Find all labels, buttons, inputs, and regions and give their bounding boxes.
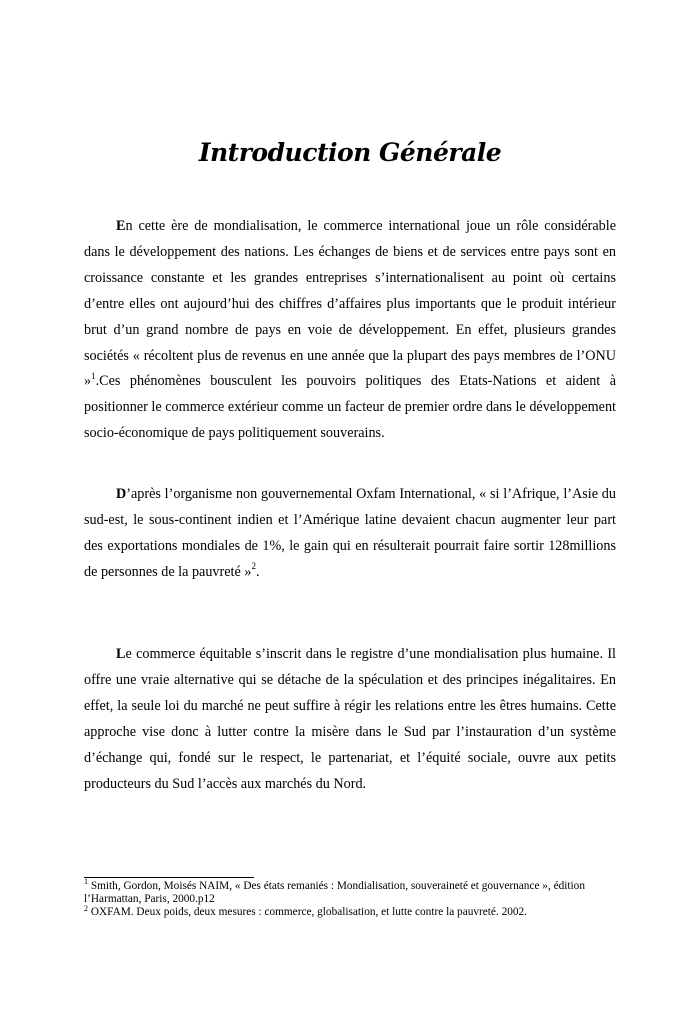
footnote-2 (84, 903, 624, 919)
paragraph-2-text-end: . (255, 563, 260, 580)
page-title: Introduction Générale (198, 138, 502, 167)
footnote-1-number: 1 (84, 877, 88, 887)
footnote-ref-2: 2 (251, 560, 256, 571)
paragraph-1-text-end: .Ces phénomènes bousculent les pouvoirs politiques des Etats-Nations et aident à positionner le commerce extérieur comme un facteur de premier ordre dans le développement socio-économique de pays politiquement souverains. (84, 373, 616, 442)
footnote-ref-1: 1 (91, 370, 96, 381)
footnote-1-text: Smith, Gordon, Moisés NAIM, « Des états remaniés : Mondialisation, souveraineté et gouvernance », édition l’Harmattan, Paris, 2000.p12 (84, 880, 585, 906)
paragraph-1 (84, 214, 616, 447)
paragraph-3 (84, 642, 616, 797)
footnote-1 (84, 877, 624, 906)
paragraph-2-lead-letter: D (116, 486, 127, 502)
footnote-2-number: 2 (84, 903, 88, 913)
paragraph-1-text: n cette ère de mondialisation, le commerce international joue un rôle considérable dans le développement des nations. Les échanges de biens et de services entre pays sont en croissance constante et les grandes entreprises s’internationalisent au point où certains d’entre elles ont aujourd’hui des chiffres d’affaires plus importants que le produit intérieur brut d’un grand nombre de pays en voie de développement. En effet, plusieurs grandes sociétés « récoltent plus de revenus en une année que la plupart des pays membres de l’ONU » (84, 218, 616, 390)
paragraph-2 (84, 482, 616, 586)
paragraph-3-lead-letter: L (116, 646, 126, 662)
paragraph-2-text: ’après l’organisme non gouvernemental Oxfam International, « si l’Afrique, l’Asie du sud-est, le sous-continent indien et l’Amérique latine devaient chacun augmenter leur part des exportations mondiales de 1%, le gain qui en résulterait pourrait faire sortir 128millions de personnes de la pauvreté » (84, 486, 616, 580)
footnote-2-text: OXFAM. Deux poids, deux mesures : commerce, globalisation, et lutte contre la pauvreté. 2002. (88, 906, 528, 919)
paragraph-1-lead-letter: E (116, 218, 126, 234)
footnotes (84, 877, 624, 920)
footnote-separator (84, 877, 254, 878)
paragraph-3-text: e commerce équitable s’inscrit dans le registre d’une mondialisation plus humaine. Il offre une vraie alternative qui se détache de la spéculation et des principes inégalitaires. En effet, la seule loi du marché ne peut suffire à régir les relations entre les êtres humains. Cette approche vise donc à lutter contre la misère dans le Sud par l’instauration d’un système d’échange qui, fondé sur le respect, le partenariat, et l’équité sociale, ouvre aux petits producteurs du Sud l’accès aux marchés du Nord. (84, 646, 616, 792)
